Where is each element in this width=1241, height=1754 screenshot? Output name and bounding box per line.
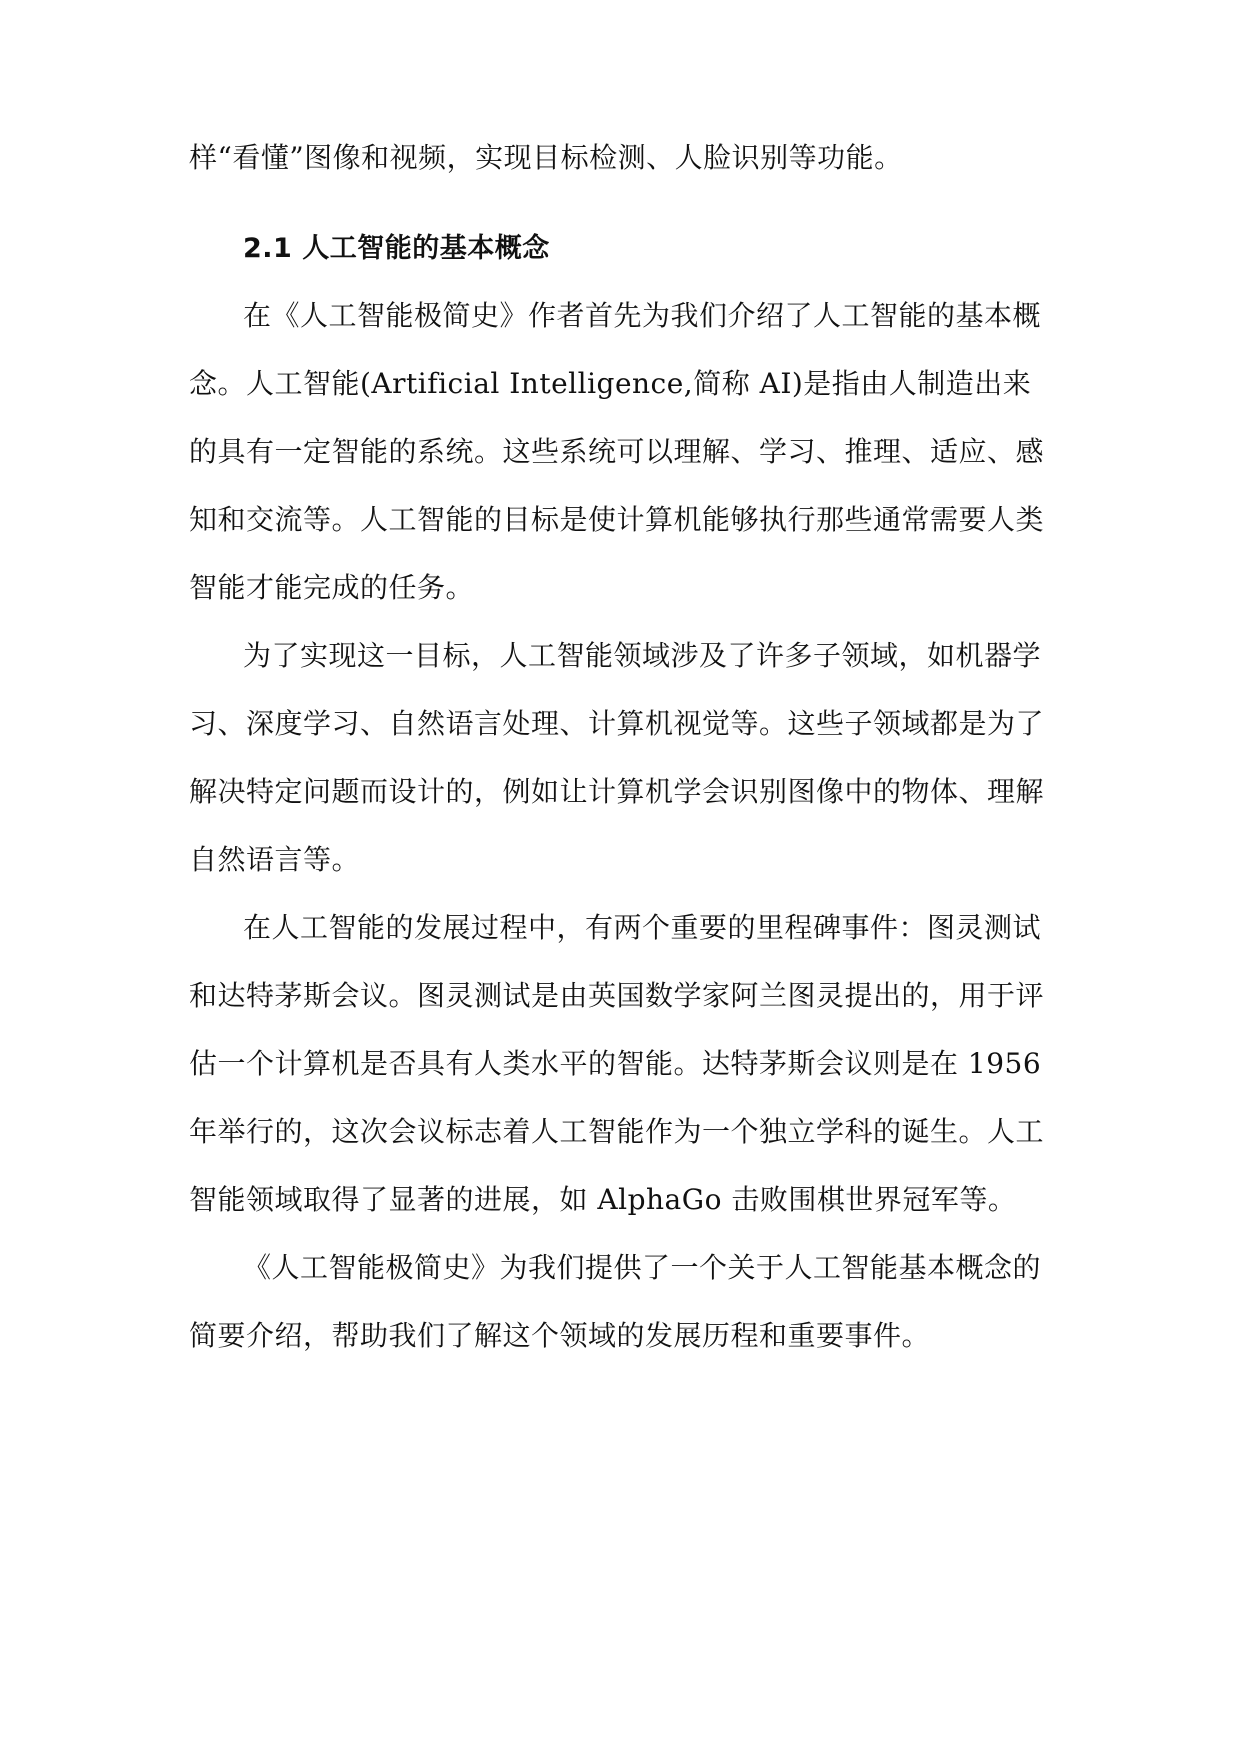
- paragraph-line: 智能领域取得了显著的进展，如 AlphaGo 击败围棋世界冠军等。: [189, 1183, 1017, 1216]
- paragraph-line: 样“看懂”图像和视频，实现目标检测、人脸识别等功能。: [189, 141, 903, 174]
- paragraph-line: 的具有一定智能的系统。这些系统可以理解、学习、推理、适应、感: [189, 435, 1045, 468]
- paragraph-line: 为了实现这一目标，人工智能领域涉及了许多子领域，如机器学: [243, 639, 1042, 672]
- paragraph-line: 在《人工智能极简史》作者首先为我们介绍了人工智能的基本概: [243, 299, 1042, 332]
- paragraph-line: 知和交流等。人工智能的目标是使计算机能够执行那些通常需要人类: [189, 503, 1045, 536]
- paragraph-line: 解决特定问题而设计的，例如让计算机学会识别图像中的物体、理解: [189, 775, 1045, 808]
- paragraph-line: 估一个计算机是否具有人类水平的智能。达特茅斯会议则是在 1956: [189, 1047, 1042, 1080]
- paragraph-line: 《人工智能极简史》为我们提供了一个关于人工智能基本概念的: [243, 1251, 1042, 1284]
- paragraph-line: 简要介绍，帮助我们了解这个领域的发展历程和重要事件。: [189, 1319, 931, 1352]
- paragraph-line: 自然语言等。: [189, 843, 361, 876]
- paragraph-line: 智能才能完成的任务。: [189, 571, 475, 604]
- section-heading: 2.1 人工智能的基本概念: [243, 233, 550, 264]
- paragraph-line: 年举行的，这次会议标志着人工智能作为一个独立学科的诞生。人工: [189, 1115, 1045, 1148]
- paragraph-line: 念。人工智能(Artificial Intelligence,简称 AI)是指由人制造出来: [189, 367, 1032, 400]
- paragraph-line: 和达特茅斯会议。图灵测试是由英国数学家阿兰图灵提出的，用于评: [189, 979, 1045, 1012]
- paragraph-line: 习、深度学习、自然语言处理、计算机视觉等。这些子领域都是为了: [189, 707, 1045, 740]
- paragraph-line: 在人工智能的发展过程中，有两个重要的里程碑事件：图灵测试: [243, 911, 1042, 944]
